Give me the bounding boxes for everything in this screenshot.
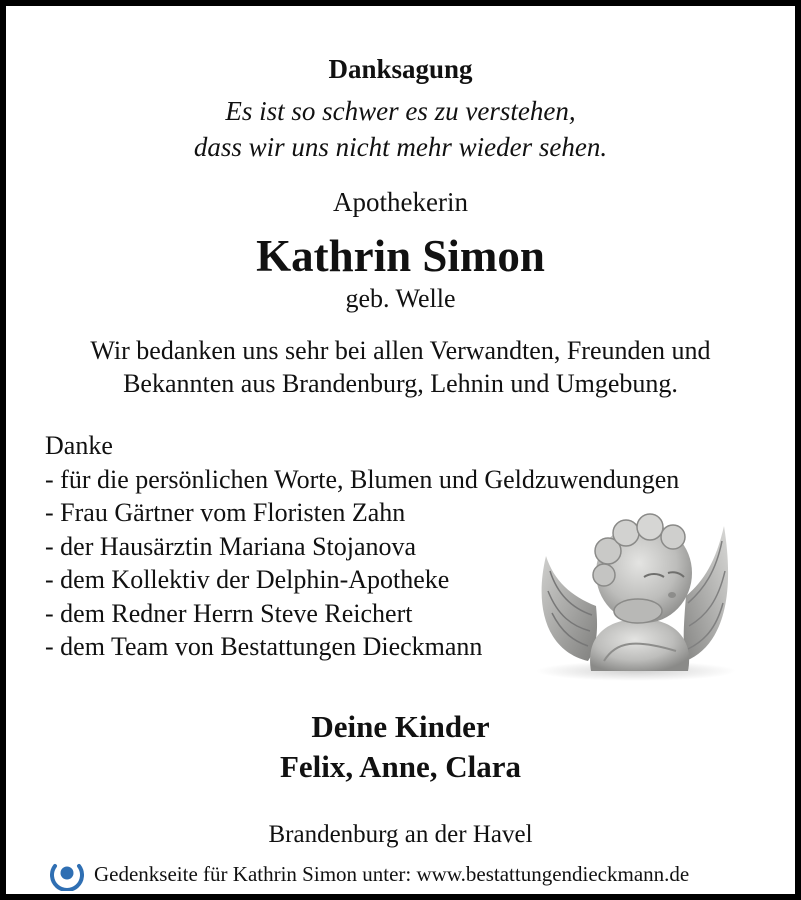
cherub-angel-icon: [526, 511, 741, 681]
list-intro: Danke: [45, 431, 113, 460]
heading: Danksagung: [328, 54, 473, 84]
footer: [50, 857, 689, 891]
place: Brandenburg an der Havel: [268, 821, 533, 848]
thanks-line-2: Bekannten aus Brandenburg, Lehnin und Umgebung.: [123, 369, 678, 398]
thanks-line-1: Wir bedanken uns sehr bei allen Verwandten, Freunden und: [90, 336, 711, 365]
list-item: - für die persönlichen Worte, Blumen und Geldzuwendungen: [45, 464, 680, 494]
list-item: - Frau Gärtner vom Floristen Zahn: [45, 498, 406, 527]
list-item: - dem Team von Bestattungen Dieckmann: [45, 632, 483, 661]
verse-line-2: dass wir uns nicht mehr wieder sehen.: [193, 132, 608, 162]
list-item: - dem Kollektiv der Delphin-Apotheke: [45, 565, 450, 594]
deceased-name: Kathrin Simon: [256, 231, 545, 281]
verse-line-1: Es ist so schwer es zu verstehen,: [225, 96, 576, 126]
memorial-logo-icon: [50, 857, 84, 891]
list-item: - dem Redner Herrn Steve Reichert: [45, 598, 413, 628]
memorial-page-link[interactable]: Gedenkseite für Kathrin Simon unter: www.bestattungendieckmann.de: [94, 861, 690, 886]
children-title: Deine Kinder: [311, 709, 490, 744]
list-item: - der Hausärztin Mariana Stojanova: [45, 531, 417, 561]
birth-name: geb. Welle: [345, 284, 456, 313]
profession: Apothekerin: [333, 187, 468, 217]
children-names: Felix, Anne, Clara: [279, 749, 522, 784]
